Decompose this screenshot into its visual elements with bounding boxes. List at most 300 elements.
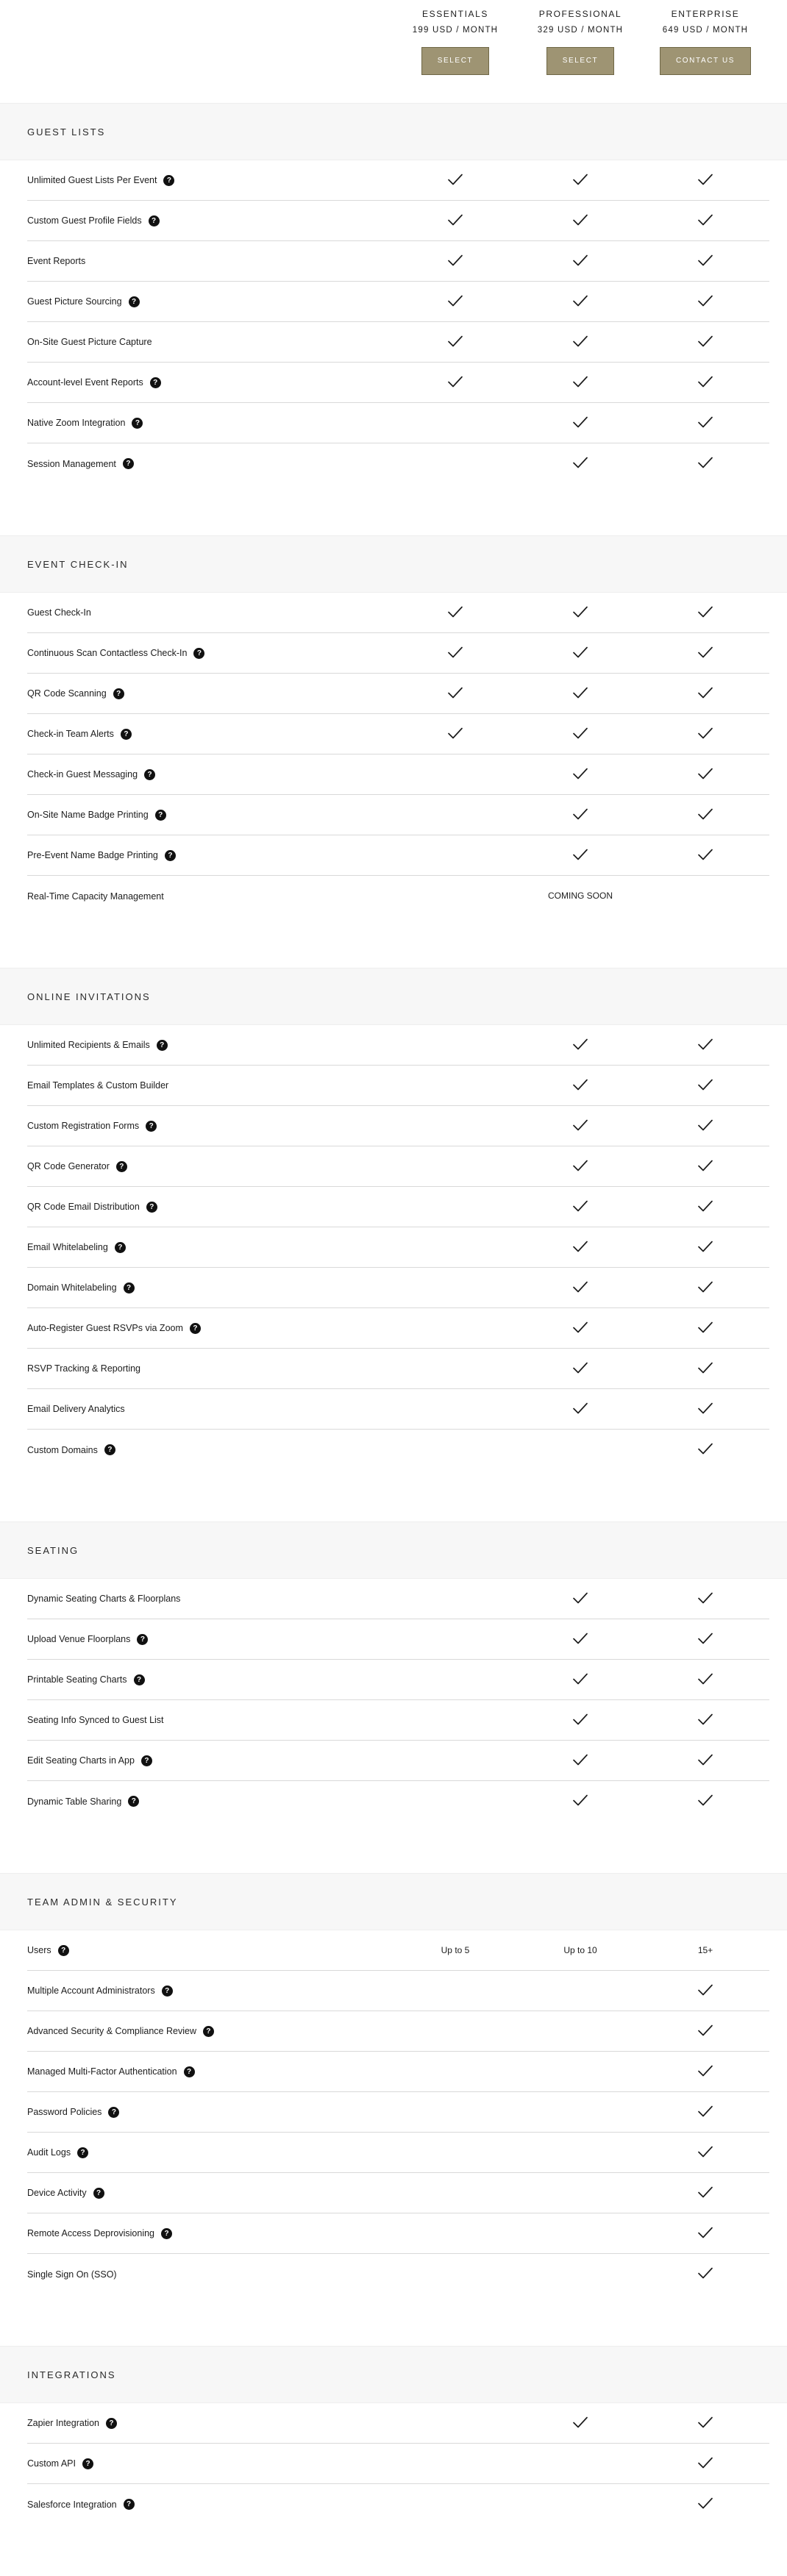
plan-cell-essentials (393, 1066, 518, 1105)
plan-cell-enterprise (643, 322, 768, 362)
section-header (0, 1521, 787, 1579)
question-circle-icon[interactable]: ? (123, 458, 134, 469)
checkmark-icon (447, 173, 463, 188)
question-circle-icon[interactable]: ? (108, 2107, 119, 2118)
checkmark-icon (572, 254, 588, 269)
question-circle-icon[interactable]: ? (144, 769, 155, 780)
plan-cell-professional (518, 1781, 643, 1821)
plan-cell-value: Up to 10 (563, 1945, 597, 1955)
question-circle-icon[interactable]: ? (149, 215, 160, 226)
checkmark-icon (572, 213, 588, 229)
plan-cell-essentials (393, 1268, 518, 1307)
feature-cell (27, 215, 160, 226)
checkmark-icon (572, 686, 588, 702)
plan-cell-enterprise (643, 1619, 768, 1659)
feature-rows (0, 593, 787, 916)
checkmark-icon (447, 294, 463, 310)
feature-label: RSVP Tracking & Reporting (27, 1363, 141, 1374)
plan-cell-professional (518, 1741, 643, 1780)
section-title: EVENT CHECK-IN (27, 558, 129, 570)
section-header (0, 1873, 787, 1930)
plan-cell-professional (518, 1146, 643, 1186)
feature-row (27, 795, 769, 835)
checkmark-icon (447, 646, 463, 661)
feature-comparison-table (0, 103, 787, 2576)
plan-cell-enterprise (643, 2092, 768, 2132)
checkmark-icon (697, 646, 713, 661)
plan-cell-enterprise (643, 876, 768, 916)
plan-cell-enterprise (643, 2011, 768, 2051)
plan-cell-enterprise (643, 1430, 768, 1469)
checkmark-icon (697, 2145, 713, 2161)
checkmark-icon (572, 1280, 588, 1296)
plan-name: PROFESSIONAL (538, 9, 622, 19)
plan-name: ENTERPRISE (671, 9, 740, 19)
feature-label: Email Delivery Analytics (27, 1404, 125, 1414)
feature-row (27, 1308, 769, 1349)
checkmark-icon (572, 1794, 588, 1809)
checkmark-icon (572, 1078, 588, 1093)
plan-cell-enterprise (643, 1268, 768, 1307)
plan-cell-enterprise (643, 2403, 768, 2443)
feature-label: On-Site Name Badge Printing (27, 810, 149, 820)
plan-cell-essentials (393, 1971, 518, 2011)
feature-row (27, 322, 769, 363)
checkmark-icon (572, 2416, 588, 2431)
plan-cell-enterprise (643, 2133, 768, 2172)
feature-row (27, 1227, 769, 1268)
plan-cell-essentials (393, 2213, 518, 2253)
feature-label: Dynamic Table Sharing (27, 1796, 122, 1807)
plan-price: 329 USD / MONTH (537, 26, 624, 35)
plan-cell-essentials (393, 795, 518, 835)
feature-row (27, 160, 769, 201)
plan-cell-professional (518, 1227, 643, 1267)
feature-cell (27, 1040, 168, 1051)
feature-cell (27, 1363, 140, 1374)
section-spacer (0, 2294, 787, 2346)
feature-label: Event Reports (27, 256, 86, 266)
feature-label: Audit Logs (27, 2147, 71, 2158)
plan-cell-essentials (393, 2011, 518, 2051)
question-circle-icon[interactable]: ? (134, 1674, 145, 1685)
plan-cell-enterprise (643, 1389, 768, 1429)
checkmark-icon (697, 1321, 713, 1336)
question-circle-icon[interactable]: ? (124, 2499, 135, 2510)
plan-cell-enterprise (643, 2484, 768, 2524)
feature-label: Managed Multi-Factor Authentication (27, 2066, 177, 2077)
plan-cell-enterprise (643, 1660, 768, 1699)
plan-cell-enterprise (643, 1579, 768, 1619)
feature-cell (27, 337, 152, 347)
question-circle-icon[interactable]: ? (190, 1323, 201, 1334)
feature-label: Real-Time Capacity Management (27, 891, 164, 902)
feature-row (27, 1660, 769, 1700)
plan-cell-essentials (393, 1579, 518, 1619)
question-circle-icon[interactable]: ? (137, 1634, 148, 1645)
feature-label: Custom Registration Forms (27, 1121, 140, 1131)
feature-cell (27, 891, 164, 902)
checkmark-icon (572, 1321, 588, 1336)
plan-cell-essentials (393, 160, 518, 200)
plan-cell-essentials (393, 754, 518, 794)
feature-cell (27, 2499, 135, 2510)
checkmark-icon (697, 1159, 713, 1174)
section-header (0, 2346, 787, 2403)
plan-cell-essentials (393, 1349, 518, 1388)
plan-professional (518, 7, 643, 75)
feature-row (27, 282, 769, 322)
plan-cell-essentials (393, 835, 518, 875)
plan-cell-professional (518, 2011, 643, 2051)
feature-row (27, 1066, 769, 1106)
question-circle-icon[interactable]: ? (193, 648, 204, 659)
question-circle-icon[interactable]: ? (113, 688, 124, 699)
plan-cell-enterprise (643, 1741, 768, 1780)
feature-label: Printable Seating Charts (27, 1674, 127, 1685)
checkmark-icon (572, 415, 588, 431)
feature-label: Seating Info Synced to Guest List (27, 1715, 164, 1725)
feature-row (27, 876, 769, 916)
checkmark-icon (447, 254, 463, 269)
plan-cell-essentials (393, 1700, 518, 1740)
plan-cell-enterprise (643, 160, 768, 200)
section-integrations (0, 2346, 787, 2576)
feature-row (27, 1619, 769, 1660)
plan-cell-enterprise (643, 1781, 768, 1821)
plan-cell-professional (518, 363, 643, 402)
feature-cell (27, 1796, 139, 1807)
plan-cell-professional (518, 2173, 643, 2213)
checkmark-icon (697, 1240, 713, 1255)
feature-label: Advanced Security & Compliance Review (27, 2026, 196, 2036)
plan-cell-enterprise (643, 403, 768, 443)
section-title: TEAM ADMIN & SECURITY (27, 1896, 178, 1908)
feature-label: Custom Domains (27, 1444, 98, 1455)
feature-row (27, 443, 769, 484)
question-circle-icon[interactable]: ? (77, 2147, 88, 2158)
feature-label: Upload Venue Floorplans (27, 1634, 131, 1644)
feature-label: QR Code Email Distribution (27, 1202, 140, 1212)
checkmark-icon (447, 605, 463, 621)
feature-cell (27, 1945, 69, 1956)
plan-cell-essentials (393, 2052, 518, 2091)
plan-cell-professional (518, 2092, 643, 2132)
plan-cell-enterprise (643, 1227, 768, 1267)
plan-cell-enterprise (643, 1106, 768, 1146)
question-circle-icon[interactable]: ? (115, 1242, 126, 1253)
feature-cell (27, 688, 124, 699)
feature-rows (0, 2403, 787, 2525)
plan-cell-value: COMING SOON (547, 891, 613, 901)
feature-row (27, 2254, 769, 2294)
feature-cell (27, 2107, 119, 2118)
plan-price: 199 USD / MONTH (412, 26, 499, 35)
plan-cell-professional (518, 241, 643, 281)
checkmark-icon (697, 1280, 713, 1296)
checkmark-icon (572, 375, 588, 390)
plan-cell-professional (518, 2213, 643, 2253)
question-circle-icon[interactable]: ? (161, 2228, 172, 2239)
plan-cell-enterprise (643, 2213, 768, 2253)
plan-cell-professional (518, 1930, 643, 1970)
plan-cell-essentials (393, 1146, 518, 1186)
plan-cell-enterprise (643, 835, 768, 875)
plan-cell-professional (518, 443, 643, 483)
question-circle-icon[interactable]: ? (104, 1444, 115, 1455)
section-title: INTEGRATIONS (27, 2369, 116, 2380)
plan-cell-essentials (393, 714, 518, 754)
checkmark-icon (572, 1753, 588, 1769)
feature-rows (0, 1930, 787, 2294)
feature-cell (27, 2188, 104, 2199)
plan-cell-essentials (393, 1187, 518, 1227)
feature-row (27, 1389, 769, 1430)
feature-row (27, 2444, 769, 2484)
plan-cell-enterprise (643, 795, 768, 835)
checkmark-icon (697, 1442, 713, 1458)
plan-cell-enterprise (643, 1066, 768, 1105)
question-circle-icon[interactable]: ? (162, 1985, 173, 1997)
section-title: ONLINE INVITATIONS (27, 991, 151, 1002)
plan-cell-enterprise (643, 633, 768, 673)
checkmark-icon (572, 767, 588, 782)
checkmark-icon (572, 1199, 588, 1215)
plan-essentials (393, 7, 518, 75)
question-circle-icon[interactable]: ? (165, 850, 176, 861)
feature-label: Dynamic Seating Charts & Floorplans (27, 1594, 181, 1604)
feature-row (27, 1106, 769, 1146)
question-circle-icon[interactable]: ? (58, 1945, 69, 1956)
plan-cell-essentials (393, 1430, 518, 1469)
feature-cell (27, 2026, 214, 2037)
plan-cell-enterprise (643, 1146, 768, 1186)
feature-cell (27, 769, 155, 780)
plan-cell-professional (518, 754, 643, 794)
question-circle-icon[interactable]: ? (150, 377, 161, 388)
feature-row (27, 1930, 769, 1971)
plan-cell-essentials (393, 2173, 518, 2213)
checkmark-icon (697, 848, 713, 863)
section-seating (0, 1521, 787, 1873)
checkmark-icon (697, 335, 713, 350)
plan-cell-professional (518, 2254, 643, 2294)
checkmark-icon (447, 335, 463, 350)
plan-cell-professional (518, 835, 643, 875)
checkmark-icon (697, 375, 713, 390)
feature-label: Unlimited Recipients & Emails (27, 1040, 150, 1050)
plan-cell-essentials (393, 322, 518, 362)
question-circle-icon[interactable]: ? (132, 418, 143, 429)
feature-label: On-Site Guest Picture Capture (27, 337, 152, 347)
section-spacer (0, 484, 787, 535)
plan-cell-essentials (393, 1741, 518, 1780)
select-essentials-button[interactable]: SELECT (421, 47, 489, 75)
plan-cell-essentials (393, 1619, 518, 1659)
checkmark-icon (697, 294, 713, 310)
feature-cell (27, 1323, 201, 1334)
checkmark-icon (572, 1240, 588, 1255)
plan-cell-professional (518, 1579, 643, 1619)
plan-cell-essentials (393, 1389, 518, 1429)
feature-label: Email Whitelabeling (27, 1242, 108, 1252)
plan-cell-professional (518, 322, 643, 362)
feature-row (27, 1430, 769, 1470)
feature-cell (27, 810, 166, 821)
plan-cell-professional (518, 633, 643, 673)
plan-cell-professional (518, 674, 643, 713)
checkmark-icon (572, 605, 588, 621)
plan-cell-enterprise (643, 1187, 768, 1227)
feature-label: Domain Whitelabeling (27, 1282, 117, 1293)
feature-label: QR Code Generator (27, 1161, 110, 1171)
plan-cell-enterprise (643, 1971, 768, 2011)
checkmark-icon (697, 1672, 713, 1688)
checkmark-icon (697, 213, 713, 229)
plan-cell-enterprise (643, 241, 768, 281)
question-circle-icon[interactable]: ? (82, 2458, 93, 2469)
question-circle-icon[interactable]: ? (184, 2066, 195, 2077)
checkmark-icon (697, 686, 713, 702)
checkmark-icon (697, 2456, 713, 2472)
feature-row (27, 1741, 769, 1781)
plan-cell-essentials (393, 1025, 518, 1065)
feature-label: Account-level Event Reports (27, 377, 143, 388)
feature-row (27, 2403, 769, 2444)
question-circle-icon[interactable]: ? (93, 2188, 104, 2199)
feature-cell (27, 2147, 88, 2158)
question-circle-icon[interactable]: ? (116, 1161, 127, 1172)
question-circle-icon[interactable]: ? (129, 296, 140, 307)
checkmark-icon (697, 1591, 713, 1607)
plan-cell-essentials (393, 2133, 518, 2172)
plan-cell-enterprise (643, 2173, 768, 2213)
checkmark-icon (697, 807, 713, 823)
plan-cell-professional (518, 1389, 643, 1429)
feature-label: Continuous Scan Contactless Check-In (27, 648, 188, 658)
feature-cell (27, 1404, 125, 1414)
plan-cell-enterprise (643, 714, 768, 754)
question-circle-icon[interactable]: ? (155, 810, 166, 821)
plan-cell-enterprise (643, 754, 768, 794)
question-circle-icon[interactable]: ? (146, 1202, 157, 1213)
checkmark-icon (697, 254, 713, 269)
checkmark-icon (697, 2416, 713, 2431)
section-event-check-in (0, 535, 787, 968)
section-title: SEATING (27, 1544, 79, 1556)
question-circle-icon[interactable]: ? (141, 1755, 152, 1766)
feature-cell (27, 1161, 127, 1172)
plan-cell-enterprise (643, 593, 768, 632)
plan-cell-essentials (393, 1227, 518, 1267)
checkmark-icon (572, 848, 588, 863)
plan-cell-professional (518, 1187, 643, 1227)
checkmark-icon (697, 2105, 713, 2120)
feature-cell (27, 2458, 93, 2469)
checkmark-icon (572, 456, 588, 471)
feature-cell (27, 1080, 168, 1091)
checkmark-icon (697, 2497, 713, 2512)
feature-row (27, 2173, 769, 2213)
plan-cell-professional (518, 1430, 643, 1469)
plan-cell-enterprise (643, 2254, 768, 2294)
checkmark-icon (697, 2226, 713, 2241)
section-spacer (0, 1470, 787, 1521)
plan-cell-essentials (393, 1781, 518, 1821)
plan-name: ESSENTIALS (421, 9, 489, 19)
checkmark-icon (697, 2064, 713, 2080)
checkmark-icon (447, 213, 463, 229)
plan-cell-enterprise (643, 1930, 768, 1970)
feature-label: Check-in Guest Messaging (27, 769, 138, 779)
feature-cell (27, 377, 161, 388)
feature-label: Password Policies (27, 2107, 102, 2117)
checkmark-icon (572, 1361, 588, 1377)
plan-cell-professional (518, 160, 643, 200)
feature-cell (27, 175, 174, 186)
feature-row (27, 633, 769, 674)
feature-row (27, 835, 769, 876)
feature-label: Salesforce Integration (27, 2499, 117, 2510)
select-professional-button[interactable]: SELECT (546, 47, 614, 75)
plan-cell-essentials (393, 2254, 518, 2294)
plan-cell-essentials (393, 363, 518, 402)
checkmark-icon (572, 807, 588, 823)
feature-cell (27, 256, 85, 266)
plan-cell-professional (518, 876, 643, 916)
section-spacer (0, 2525, 787, 2576)
checkmark-icon (697, 1713, 713, 1728)
checkmark-icon (572, 1159, 588, 1174)
checkmark-icon (697, 1078, 713, 1093)
feature-row (27, 403, 769, 443)
question-circle-icon[interactable]: ? (157, 1040, 168, 1051)
feature-cell (27, 1594, 180, 1604)
feature-row (27, 2052, 769, 2092)
checkmark-icon (572, 1672, 588, 1688)
plan-cell-professional (518, 1066, 643, 1105)
contact-us-button[interactable]: CONTACT US (660, 47, 751, 75)
plan-cell-essentials (393, 1930, 518, 1970)
feature-label: Guest Picture Sourcing (27, 296, 122, 307)
feature-row (27, 1268, 769, 1308)
question-circle-icon[interactable]: ? (128, 1796, 139, 1807)
feature-cell (27, 1674, 145, 1685)
section-header (0, 968, 787, 1025)
feature-row (27, 363, 769, 403)
question-circle-icon[interactable]: ? (106, 2418, 117, 2429)
question-circle-icon[interactable]: ? (163, 175, 174, 186)
plan-cell-professional (518, 201, 643, 240)
section-header (0, 535, 787, 593)
feature-cell (27, 850, 176, 861)
checkmark-icon (572, 1632, 588, 1647)
plan-cell-essentials (393, 1308, 518, 1348)
feature-cell (27, 729, 132, 740)
checkmark-icon (697, 605, 713, 621)
plan-cell-essentials (393, 2484, 518, 2524)
plan-cell-professional (518, 1025, 643, 1065)
feature-label: Multiple Account Administrators (27, 1985, 155, 1996)
feature-label: Native Zoom Integration (27, 418, 126, 428)
question-circle-icon[interactable]: ? (146, 1121, 157, 1132)
feature-label: Session Management (27, 458, 116, 469)
question-circle-icon[interactable]: ? (203, 2026, 214, 2037)
feature-rows (0, 1025, 787, 1470)
question-circle-icon[interactable]: ? (121, 729, 132, 740)
question-circle-icon[interactable]: ? (124, 1282, 135, 1294)
feature-row (27, 754, 769, 795)
